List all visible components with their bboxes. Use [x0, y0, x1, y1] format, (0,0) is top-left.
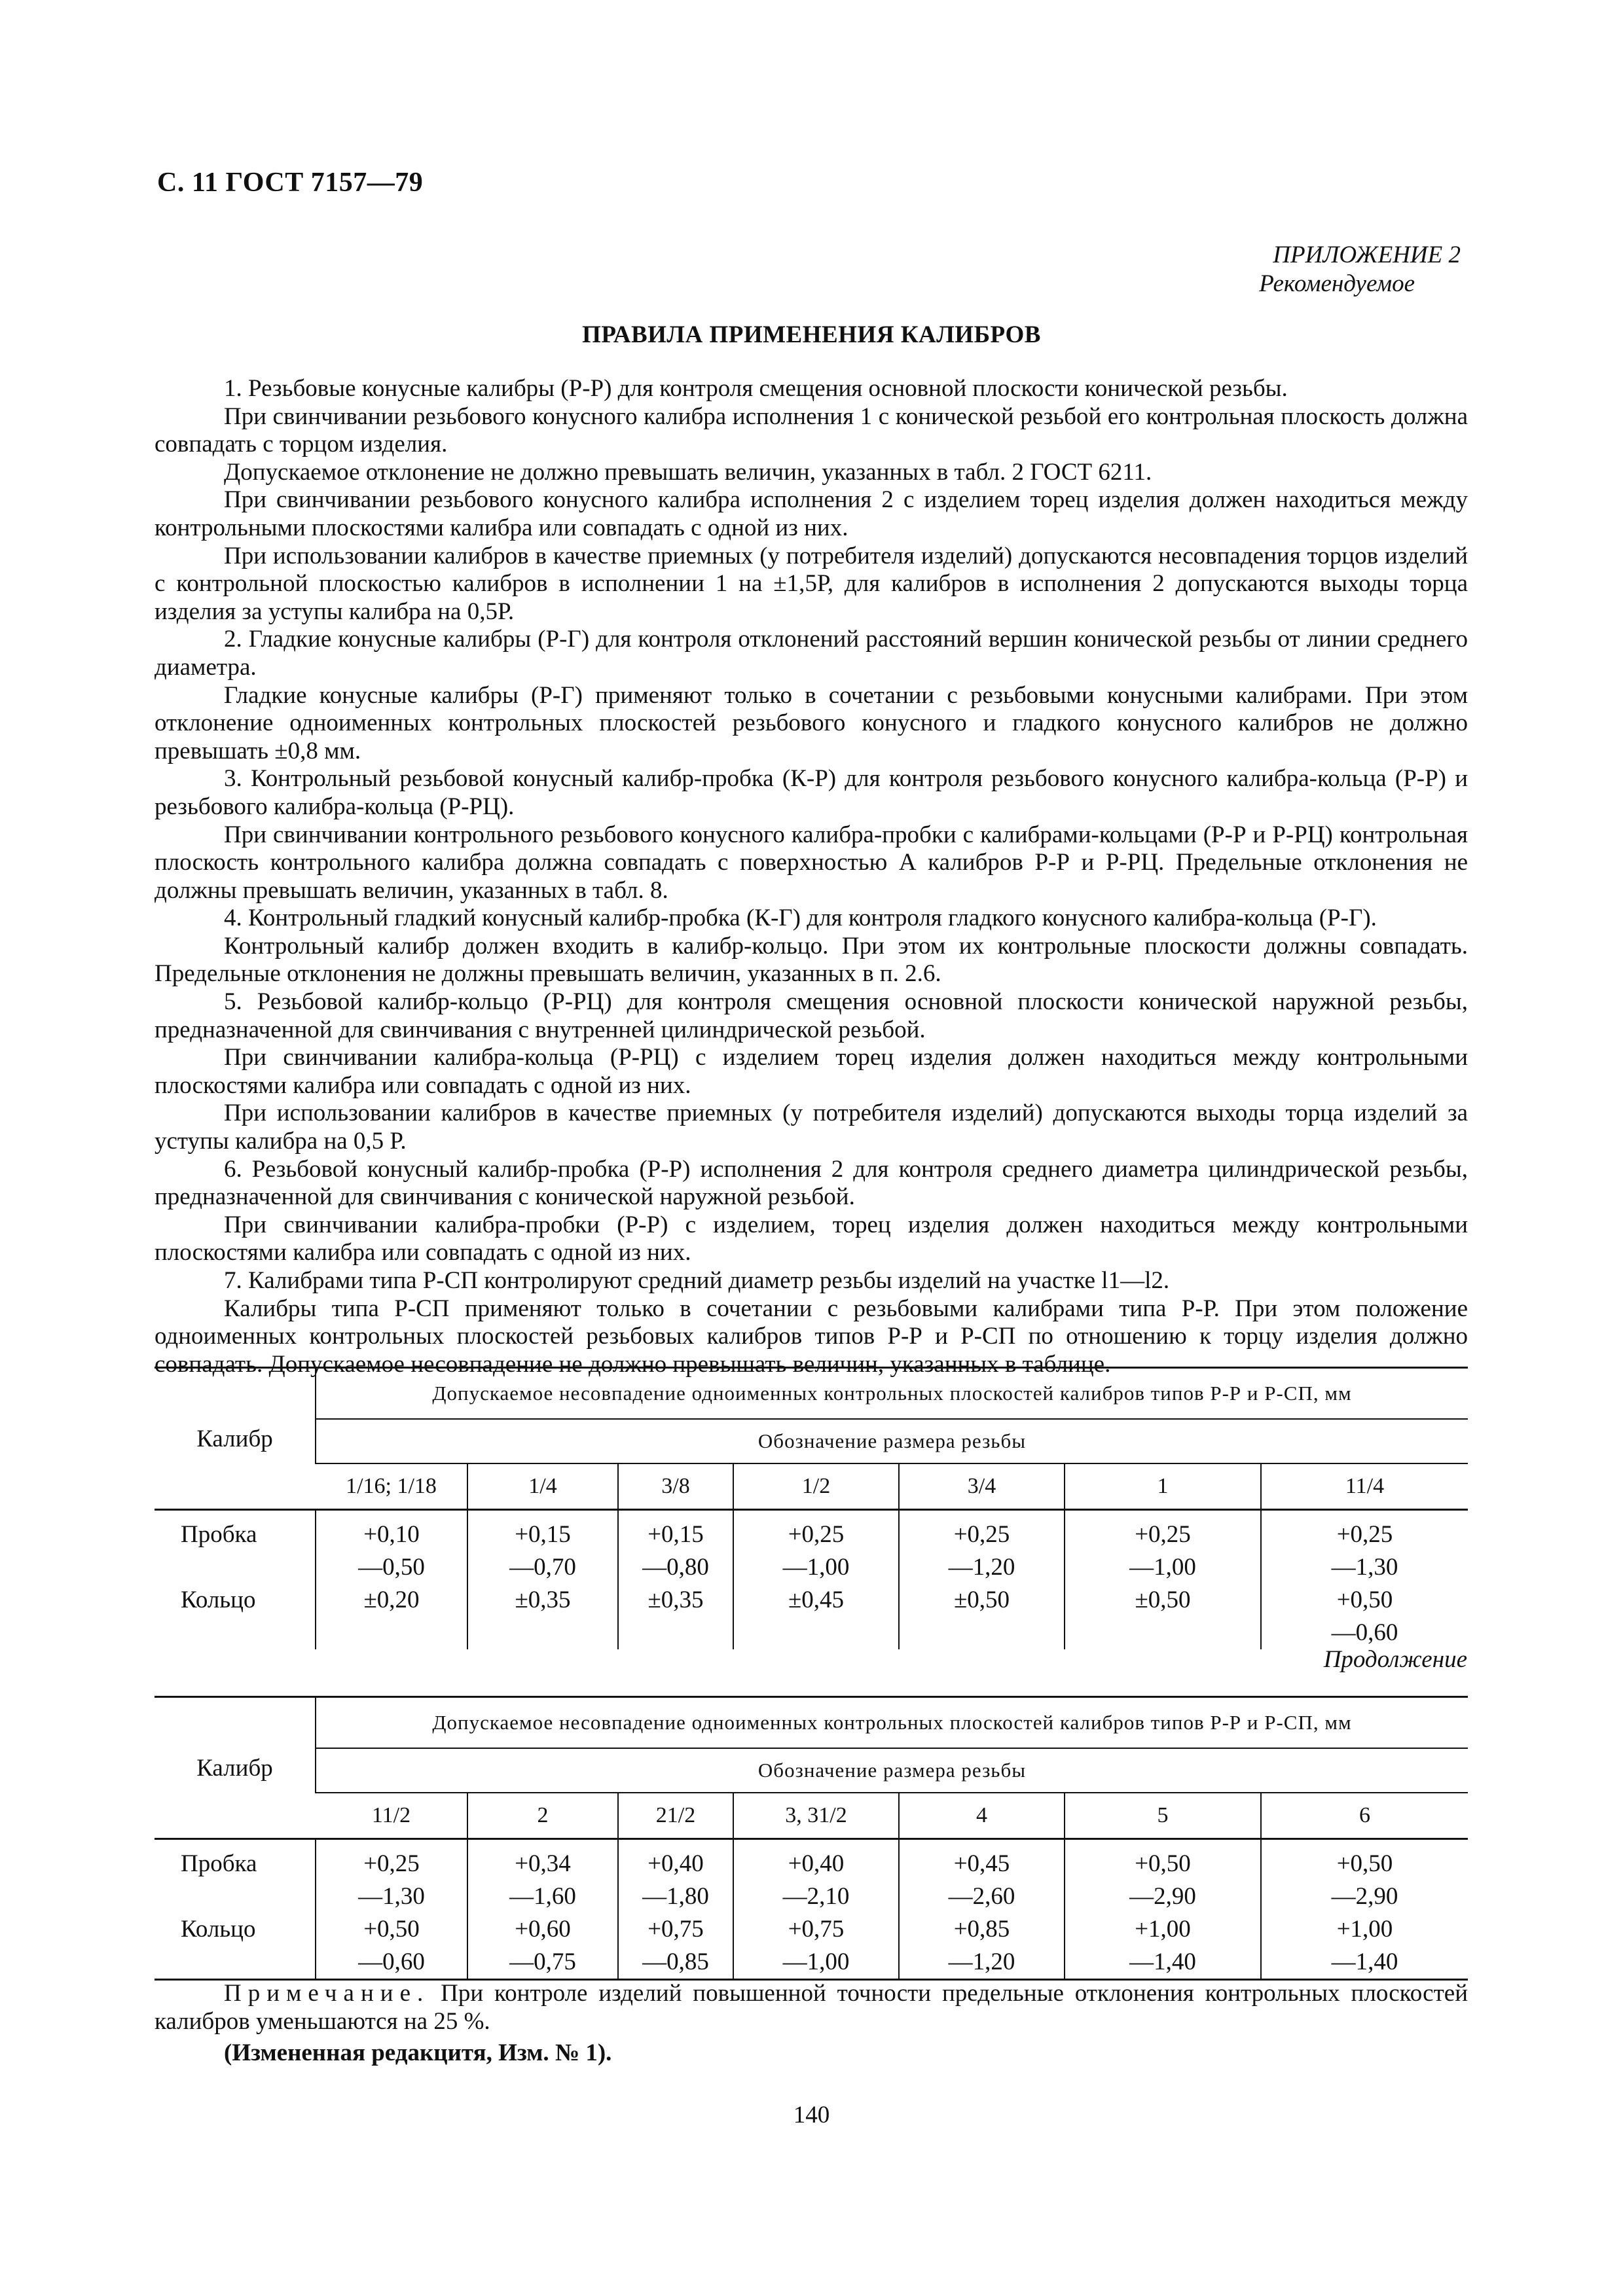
table-row-ring	[155, 1584, 1468, 1649]
tolerance-cell	[733, 1839, 899, 1914]
edit-note: (Измененная редакцитя, Изм. № 1).	[224, 2039, 612, 2066]
tolerance-value: —1,20	[948, 1948, 1015, 1975]
appendix-status: Рекомендуемое	[1259, 270, 1415, 297]
table-row-probe	[155, 1839, 1468, 1914]
paragraph: 5. Резьбовой калибр-кольцо (Р-РЦ) для контроля смещения основной плоскости конической наружной резьбы, предназначенной для свинчивания с внутренней цилиндрической резьбой.	[155, 988, 1468, 1043]
table-note	[155, 1980, 1468, 2036]
thread-size-cell: 1/16; 1/18	[316, 1463, 467, 1510]
tolerance-value: +0,25	[1135, 1521, 1191, 1548]
paragraph: При свинчивании резьбового конусного калибра исполнения 2 с изделием торец изделия должен находиться между контрольными плоскостями калибра или совпадать с одной из них.	[155, 486, 1468, 541]
tolerance-value: —1,20	[948, 1554, 1015, 1581]
section-title: ПРАВИЛА ПРИМЕНЕНИЯ КАЛИБРОВ	[582, 321, 1041, 348]
caliber-name: Кольцо	[155, 1913, 316, 1980]
body-text	[155, 375, 1468, 1378]
paragraph: При свинчивании калибра-кольца (Р-РЦ) с изделием торец изделия должен находиться между контрольными плоскостями калибра или совпадать с одной из них.	[155, 1044, 1468, 1099]
tolerance-value: —0,80	[642, 1554, 709, 1581]
tolerance-value: +1,00	[1336, 1916, 1393, 1943]
paragraph: 6. Резьбовой конусный калибр-пробка (Р-Р) исполнения 2 для контроля среднего диаметра цилиндрической резьбы, предназначенной для свинчивания с конической наружной резьбой.	[155, 1155, 1468, 1211]
tolerance-value: —2,90	[1331, 1883, 1398, 1910]
group-header: Допускаемое несовпадение одноименных контрольных плоскостей калибров типов Р-Р и Р-СП, мм	[316, 1368, 1468, 1420]
tolerance-value: —0,70	[509, 1554, 576, 1581]
tolerance-value: —0,60	[358, 1948, 425, 1975]
appendix-label	[1259, 241, 1461, 298]
tolerance-value: —1,40	[1331, 1948, 1398, 1975]
tolerance-value: +0,45	[953, 1850, 1010, 1877]
tolerance-value: +0,15	[647, 1521, 704, 1548]
thread-size-cell: 5	[1065, 1793, 1261, 1839]
tolerance-value: ±0,35	[515, 1587, 571, 1613]
paragraph: Контрольный калибр должен входить в калибр-кольцо. При этом их контрольные плоскости должны совпадать. Предельные отклонения не должны превышать величин, указанных в п. 2.6.	[155, 932, 1468, 988]
tolerance-cell	[733, 1913, 899, 1980]
paragraph: Гладкие конусные калибры (Р-Г) применяют только в сочетании с резьбовыми конусными калибрами. При этом отклонение одноименных контрольных плоскостей резьбового конусного и гладкого конусного калибров не должно превышать ±0,8 мм.	[155, 681, 1468, 764]
tolerance-value: —2,10	[782, 1883, 850, 1910]
paragraph: 7. Калибрами типа Р-СП контролируют средний диаметр резьбы изделий на участке l1—l2.	[224, 1267, 1170, 1294]
thread-size-cell: 1/2	[733, 1463, 899, 1510]
paragraph: При свинчивании резьбового конусного калибра исполнения 1 с конической резьбой его контрольная плоскость должна совпадать с торцом изделия.	[155, 403, 1468, 458]
tolerance-value: —1,60	[509, 1883, 576, 1910]
thread-size-cell: 1/4	[467, 1463, 618, 1510]
tolerance-value: +0,34	[515, 1850, 571, 1877]
tolerance-value: +0,40	[788, 1850, 845, 1877]
tolerance-value: —1,00	[782, 1948, 850, 1975]
tolerance-cell	[733, 1510, 899, 1585]
appendix-number: ПРИЛОЖЕНИЕ 2	[1273, 242, 1461, 268]
tolerance-cell	[1065, 1584, 1261, 1649]
tolerance-cell	[618, 1913, 733, 1980]
caliber-header: Калибр	[155, 1368, 316, 1510]
tolerance-cell	[618, 1510, 733, 1585]
tolerance-cell	[733, 1584, 899, 1649]
table-row-probe	[155, 1510, 1468, 1585]
tolerance-value: +0,25	[953, 1521, 1010, 1548]
paragraph: Допускаемое отклонение не должно превышать величин, указанных в табл. 2 ГОСТ 6211.	[224, 458, 1152, 486]
size-header: Обозначение размера резьбы	[316, 1748, 1468, 1793]
tolerance-cell	[899, 1913, 1065, 1980]
tolerance-cell	[1261, 1913, 1468, 1980]
tolerance-value: —1,80	[642, 1883, 709, 1910]
tolerance-value: +0,50	[1336, 1850, 1393, 1877]
table-row-ring	[155, 1913, 1468, 1980]
tolerance-cell	[467, 1839, 618, 1914]
thread-size-cell: 11/4	[1261, 1463, 1468, 1510]
tolerance-value: +0,25	[788, 1521, 845, 1548]
thread-size-cell: 3, 31/2	[733, 1793, 899, 1839]
tolerance-value: —2,90	[1129, 1883, 1196, 1910]
caliber-header: Калибр	[155, 1697, 316, 1839]
paragraph: При использовании калибров в качестве приемных (у потребителя изделий) допускаются несовпадения торцов изделий с контрольной плоскостью калибров в исполнении 1 на ±1,5Р, для калибров в исполнения 2 допускаются выходы торца изделия за уступы калибра на 0,5Р.	[155, 542, 1468, 625]
caliber-name: Кольцо	[181, 1587, 256, 1613]
tolerance-value: +0,10	[363, 1521, 420, 1548]
thread-size-cell: 2	[467, 1793, 618, 1839]
tolerance-value: +0,50	[1135, 1850, 1191, 1877]
thread-size-cell: 3/8	[618, 1463, 733, 1510]
thread-size-cell: 11/2	[316, 1793, 467, 1839]
tolerance-value: +0,50	[363, 1916, 420, 1943]
tolerance-cell	[1065, 1510, 1261, 1585]
document-header: С. 11 ГОСТ 7157—79	[157, 168, 424, 198]
tolerance-cell	[316, 1913, 467, 1980]
thread-size-cell: 3/4	[899, 1463, 1065, 1510]
size-header: Обозначение размера резьбы	[316, 1419, 1468, 1463]
paragraph: При использовании калибров в качестве приемных (у потребителя изделий) допускаются выходы торца изделий за уступы калибра на 0,5 Р.	[155, 1100, 1468, 1155]
paragraph: 4. Контрольный гладкий конусный калибр-пробка (К-Г) для контроля гладкого конусного калибра-кольца (Р-Г).	[224, 905, 1377, 932]
tolerance-value: +0,50	[1336, 1587, 1393, 1613]
tolerance-value: —0,50	[358, 1554, 425, 1581]
tolerance-table-1	[155, 1367, 1468, 1649]
tolerance-value: +0,60	[515, 1916, 571, 1943]
tolerance-value: —0,85	[642, 1948, 709, 1975]
paragraph: 1. Резьбовые конусные калибры (Р-Р) для контроля смещения основной плоскости конической резьбы.	[224, 375, 1288, 402]
size-row	[155, 1463, 1468, 1510]
tolerance-value: +0,25	[1336, 1521, 1393, 1548]
tolerance-value: +0,40	[647, 1850, 704, 1877]
tolerance-value: ±0,50	[953, 1587, 1010, 1613]
caliber-name: Пробка	[181, 1850, 257, 1877]
tolerance-cell	[467, 1913, 618, 1980]
tolerance-cell	[1261, 1510, 1468, 1585]
paragraph: Калибры типа Р-СП применяют только в сочетании с резьбовыми калибрами типа Р-Р. При этом положение одноименных контрольных плоскостей резьбовых калибров типов Р-Р и Р-СП по отношению к торцу изделия должно совпадать. Допускаемое несовпадение не должно превышать величин, указанных в таблице.	[155, 1295, 1468, 1378]
tolerance-cell	[899, 1510, 1065, 1585]
tolerance-value: +0,75	[788, 1916, 845, 1943]
paragraph: 2. Гладкие конусные калибры (Р-Г) для контроля отклонений расстояний вершин конической резьбы от линии среднего диаметра.	[155, 626, 1468, 681]
paragraph: При свинчивании контрольного резьбового конусного калибра-пробки с калибрами-кольцами (Р-Р и Р-РЦ) контрольная плоскость контрольного калибра должна совпадать с поверхностью А калибров Р-Р и Р-РЦ. Предельные отклонения не должны превышать величин, указанных в табл. 8.	[155, 821, 1468, 904]
tolerance-cell	[467, 1510, 618, 1585]
tolerance-value: —2,60	[948, 1883, 1015, 1910]
tolerance-cell	[1065, 1839, 1261, 1914]
tolerance-value: —0,60	[1331, 1619, 1398, 1646]
tolerance-cell	[618, 1839, 733, 1914]
page-number: 140	[793, 2102, 830, 2128]
tolerance-value: ±0,50	[1135, 1587, 1191, 1613]
paragraph: 3. Контрольный резьбовой конусный калибр-пробка (К-Р) для контроля резьбового конусного калибра-кольца (Р-Р) и резьбового калибра-кольца (Р-РЦ).	[155, 765, 1468, 820]
tolerance-cell	[1065, 1913, 1261, 1980]
tolerance-cell	[899, 1584, 1065, 1649]
tolerance-cell	[316, 1839, 467, 1914]
tolerance-value: +0,75	[647, 1916, 704, 1943]
thread-size-cell: 4	[899, 1793, 1065, 1839]
note-label: Примечание.	[224, 1980, 430, 2007]
tolerance-value: +0,25	[363, 1850, 420, 1877]
tolerance-cell	[1261, 1839, 1468, 1914]
tolerance-value: —0,75	[509, 1948, 576, 1975]
tolerance-value: —1,00	[782, 1554, 850, 1581]
tolerance-cell	[899, 1839, 1065, 1914]
tolerance-value: +0,15	[515, 1521, 571, 1548]
caliber-name: Пробка	[181, 1521, 257, 1548]
thread-size-cell: 1	[1065, 1463, 1261, 1510]
tolerance-value: —1,40	[1129, 1948, 1196, 1975]
tolerance-value: ±0,35	[647, 1587, 704, 1613]
tolerance-value: ±0,45	[788, 1587, 845, 1613]
tolerance-table-2	[155, 1696, 1468, 1981]
note-text: При контроле изделий повышенной точности предельные отклонения контрольных плоскостей калибров уменьшаются на 25 %.	[155, 1980, 1468, 2035]
tolerance-cell	[467, 1584, 618, 1649]
tolerance-value: —1,30	[358, 1883, 425, 1910]
tolerance-value: —1,30	[1331, 1554, 1398, 1581]
tolerance-cell	[1261, 1584, 1468, 1649]
paragraph: При свинчивании калибра-пробки (Р-Р) с изделием, торец изделия должен находиться между контрольными плоскостями калибра или совпадать с одной из них.	[155, 1211, 1468, 1266]
thread-size-cell: 6	[1261, 1793, 1468, 1839]
tolerance-value: —1,00	[1129, 1554, 1196, 1581]
tolerance-value: +0,85	[953, 1916, 1010, 1943]
size-row	[155, 1793, 1468, 1839]
continuation-label: Продолжение	[1323, 1646, 1467, 1673]
tolerance-cell	[618, 1584, 733, 1649]
thread-size-cell: 21/2	[618, 1793, 733, 1839]
tolerance-value: ±0,20	[363, 1587, 420, 1613]
group-header: Допускаемое несовпадение одноименных контрольных плоскостей калибров типов Р-Р и Р-СП, мм	[316, 1697, 1468, 1749]
tolerance-cell	[316, 1584, 467, 1649]
tolerance-value: +1,00	[1135, 1916, 1191, 1943]
tolerance-cell	[316, 1510, 467, 1585]
